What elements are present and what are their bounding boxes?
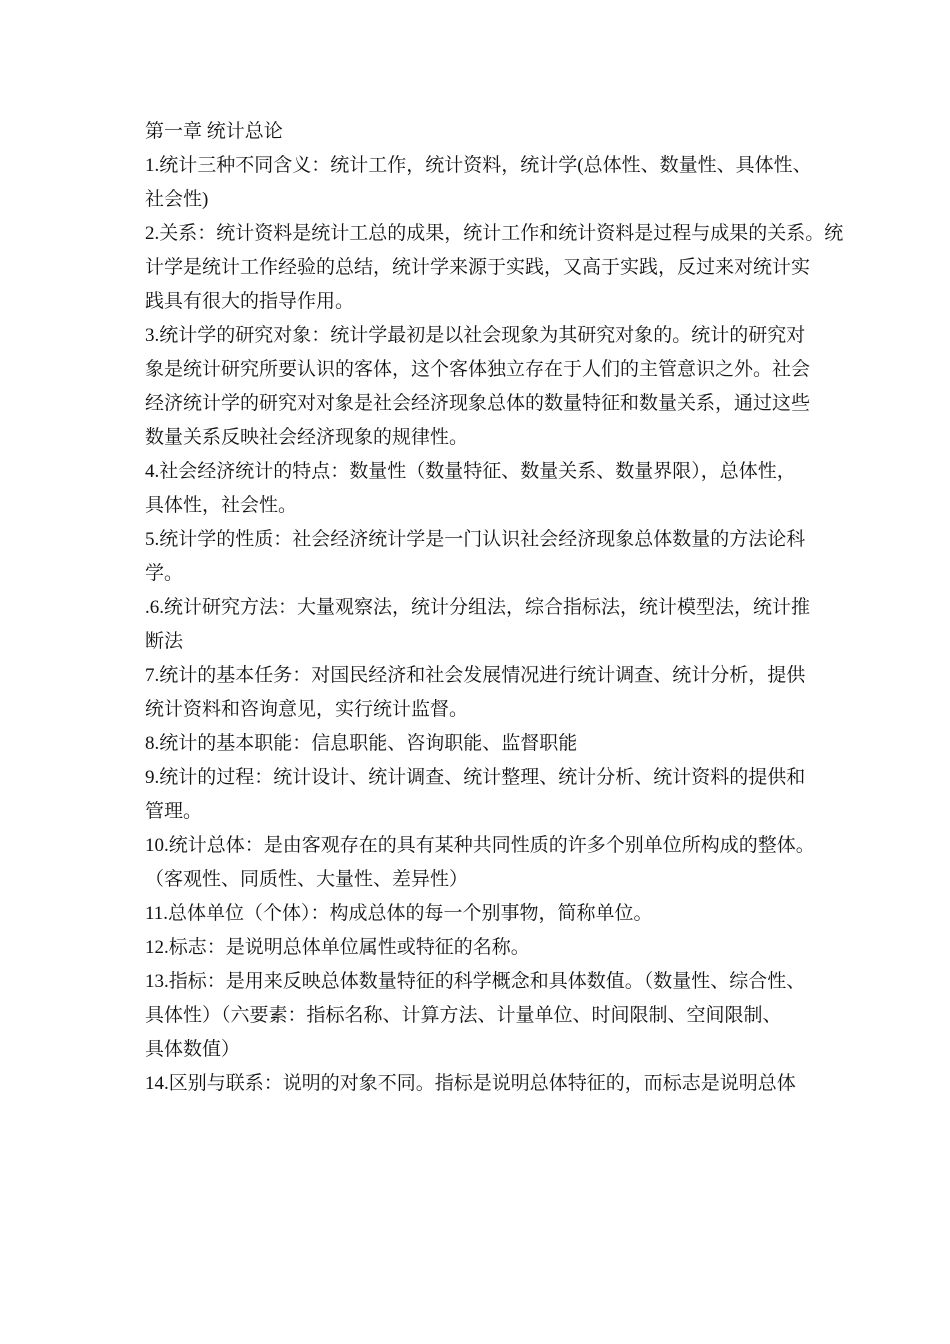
text-line: 学。 (145, 563, 184, 584)
text-line: （客观性、同质性、大量性、差异性） (145, 869, 469, 890)
text-line: 10.统计总体：是由客观存在的具有某种共同性质的许多个别单位所构成的整体。 (145, 835, 815, 856)
text-line: 7.统计的基本任务：对国民经济和社会发展情况进行统计调查、统计分析，提供 (145, 665, 806, 686)
text-line: 具体性，社会性。 (145, 495, 298, 516)
text-line: .6.统计研究方法：大量观察法，统计分组法，综合指标法，统计模型法，统计推 (145, 597, 811, 618)
text-line: 社会性) (145, 189, 209, 210)
text-line: 践具有很大的指导作用。 (145, 291, 355, 312)
text-line: 经济统计学的研究对对象是社会经济现象总体的数量特征和数量关系，通过这些 (145, 393, 811, 414)
text-line: 象是统计研究所要认识的客体，这个客体独立存在于人们的主管意识之外。社会 (145, 359, 811, 380)
text-line: 11.总体单位（个体）：构成总体的每一个别事物，简称单位。 (145, 903, 653, 924)
text-line: 计学是统计工作经验的总结，统计学来源于实践，又高于实践，反过来对统计实 (145, 257, 811, 278)
chapter-title: 第一章 统计总论 (145, 121, 283, 142)
text-line: 1.统计三种不同含义：统计工作，统计资料，统计学(总体性、数量性、具体性、 (145, 155, 812, 176)
text-line: 2.关系：统计资料是统计工总的成果，统计工作和统计资料是过程与成果的关系。统 (145, 223, 844, 244)
text-line: 断法 (145, 631, 184, 652)
text-line: 3.统计学的研究对象：统计学最初是以社会现象为其研究对象的。统计的研究对 (145, 325, 806, 346)
text-line: 9.统计的过程：统计设计、统计调查、统计整理、统计分析、统计资料的提供和 (145, 767, 806, 788)
text-line: 13.指标：是用来反映总体数量特征的科学概念和具体数值。（数量性、综合性、 (145, 971, 806, 992)
text-line: 12.标志：是说明总体单位属性或特征的名称。 (145, 937, 530, 958)
text-line: 5.统计学的性质：社会经济统计学是一门认识社会经济现象总体数量的方法论科 (145, 529, 806, 550)
text-line: 14.区别与联系：说明的对象不同。指标是说明总体特征的，而标志是说明总体 (145, 1073, 796, 1094)
text-line: 数量关系反映社会经济现象的规律性。 (145, 427, 469, 448)
text-line: 具体性）（六要素：指标名称、计算方法、计量单位、时间限制、空间限制、 (145, 1005, 782, 1026)
text-line: 管理。 (145, 801, 203, 822)
text-line: 具体数值） (145, 1039, 241, 1060)
text-line: 统计资料和咨询意见，实行统计监督。 (145, 699, 469, 720)
text-line: 8.统计的基本职能：信息职能、咨询职能、监督职能 (145, 733, 578, 754)
document-page (145, 115, 844, 1101)
document-body (145, 149, 844, 1101)
text-line: 4.社会经济统计的特点：数量性（数量特征、数量关系、数量界限），总体性， (145, 461, 796, 482)
